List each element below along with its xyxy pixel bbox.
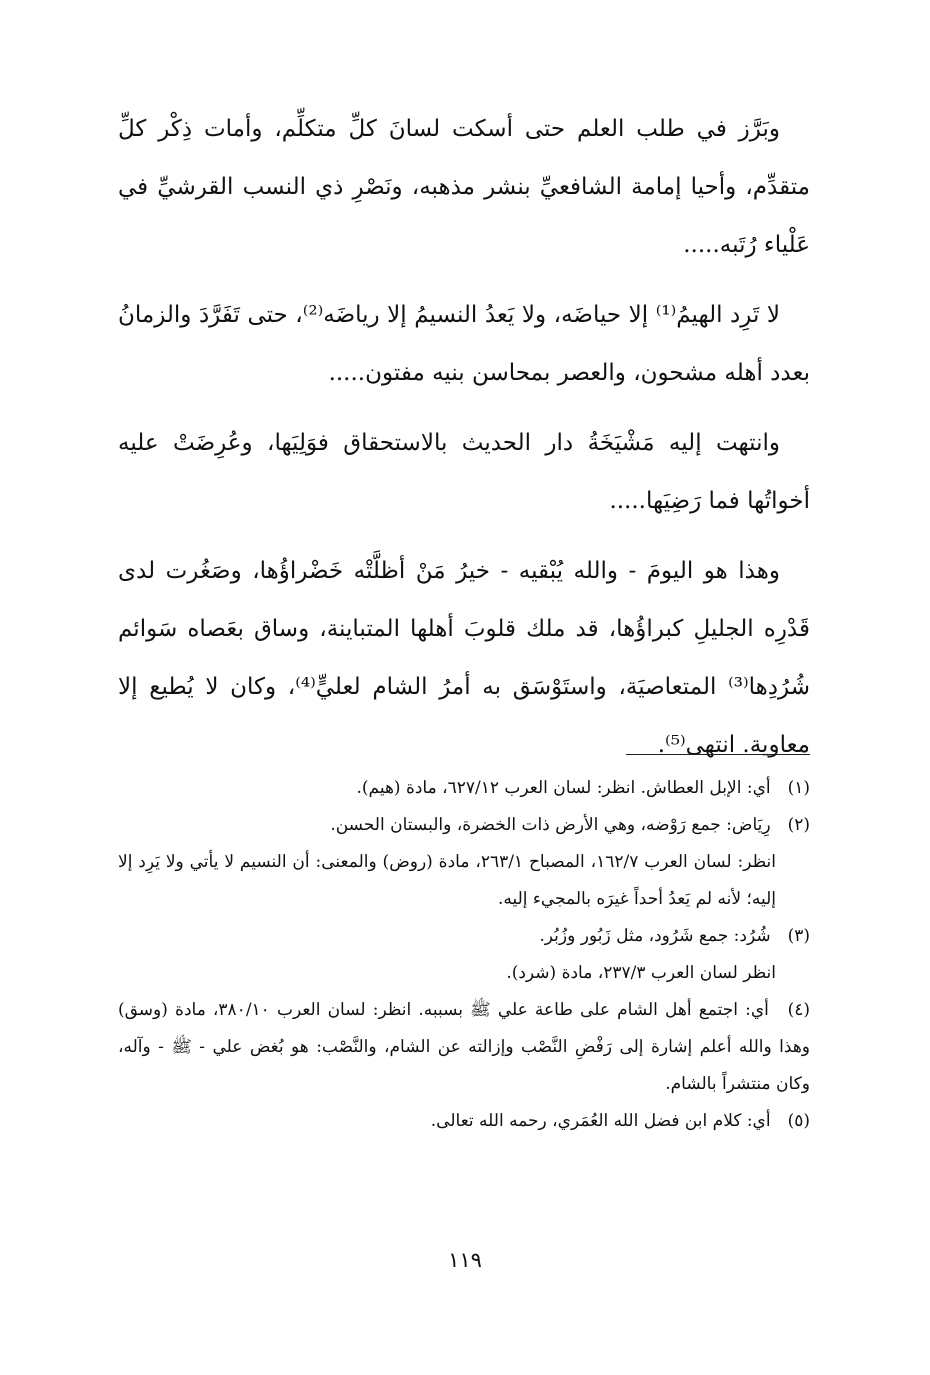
footnote-number: (٣) xyxy=(787,926,810,946)
footnote-separator xyxy=(626,754,810,755)
footnote-text: أي: كلام ابن فضل الله العُمَري، رحمه الله تعالى. xyxy=(430,1111,771,1131)
footnote-text: أي: اجتمع أهل الشام على طاعة علي ﷺ بسببه. انظر: لسان العرب ٣٨٠/١٠، مادة (وسق) وهذا والله أعلم إشارة إلى رَفْضِ النَّصْب وإزالته عن الشام، والنَّصْب: هو بُغض علي - ﷺ - وآله، وكان منتشراً بالشام. xyxy=(118,1000,810,1094)
paragraph-3: وانتهت إليه مَشْيَخَةُ دار الحديث بالاستحقاق فوَلِيَها، وعُرِضَتْ عليه أخواتُها فما رَضِيَها..... xyxy=(118,430,810,514)
footnote-number: (٥) xyxy=(787,1111,810,1131)
paragraph-4: وهذا هو اليومَ - والله يُبْقيه - خيرُ مَنْ أظلَّتْه خَضْراؤُها، وصَغُرت لدى قَدْرِه الجليلِ كبراؤُها، قد ملك قلوبَ أهلها المتباينة، وساق بعَصاه سَوائم شُرُدِها⁽³⁾ المتعاصيَة، واستَوْسَق به أمرُ الشام لعليٍّ⁽⁴⁾، وكان لا يُطيع إلا معاوية. انتهى⁽⁵⁾. xyxy=(118,558,810,758)
footnote-number: (١) xyxy=(787,778,810,798)
footnote-3 xyxy=(118,918,810,955)
footnote-number: (٤) xyxy=(787,1000,810,1020)
footnote-text: شُرُد: جمع شَرُود، مثل زَبُور وزُبُر. xyxy=(539,926,771,946)
footnote-4 xyxy=(118,992,810,1103)
page-number: ١١٩ xyxy=(448,1248,482,1272)
footnote-text: رِيَاض: جمع رَوْضه، وهي الأرض ذات الخضرة، والبستان الحسن. xyxy=(330,815,771,835)
paragraph-2: لا تَرِد الهيمُ⁽¹⁾ إلا حياضَه، ولا يَعدُ النسيمُ إلا رياضَه⁽²⁾، حتى تَفَرَّدَ والزمانُ بعدد أهله مشحون، والعصر بمحاسن بنيه مفتون..... xyxy=(118,302,810,386)
footnote-3-continuation: انظر لسان العرب ٢٣٧/٣، مادة (شرد). xyxy=(506,963,776,983)
main-text xyxy=(118,100,810,774)
footnote-5 xyxy=(118,1103,810,1140)
paragraph-1: وبَرَّز في طلب العلم حتى أسكت لسانَ كلِّ متكلِّم، وأمات ذِكْر كلِّ متقدِّم، وأحيا إمامة الشافعيِّ بنشر مذهبه، ونَصْرِ ذي النسب القرشيِّ في عَلْياء رُتَبه..... xyxy=(118,116,810,258)
footnote-text: أي: الإبل العطاش. انظر: لسان العرب ٦٢٧/١٢، مادة (هيم). xyxy=(356,778,771,798)
footnote-1 xyxy=(118,770,810,807)
footnotes xyxy=(118,770,810,1140)
footnote-2-continuation: انظر: لسان العرب ١٦٢/٧، المصباح ٢٦٣/١، مادة (روض) والمعنى: أن النسيم لا يأتي ولا يَرِد إلا إليه؛ لأنه لم يَعدُ أحداً غيرَه بالمجيء إليه. xyxy=(118,852,777,909)
footnote-2 xyxy=(118,807,810,844)
footnote-number: (٢) xyxy=(787,815,810,835)
